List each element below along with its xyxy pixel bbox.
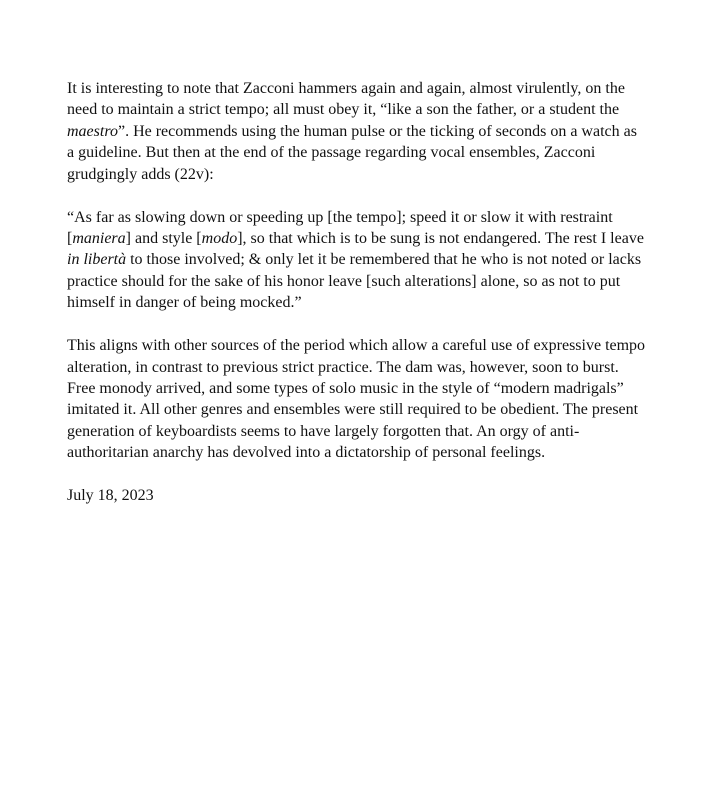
quotation-text: “As far as slowing down or speeding up [the tempo]; speed it or slow it with restraint [: [67, 208, 613, 248]
quotation-text: ] and style [: [125, 230, 202, 248]
paragraph-quotation: [67, 207, 647, 314]
paragraph-text: It is interesting to note that Zacconi hammers again and again, almost virulently, on the need to maintain a strict tempo; all must obey it, “like a son the father, or a student the: [67, 80, 625, 119]
quotation-text: ], so that which is to be sung is not endangered. The rest I leave: [237, 230, 644, 248]
italic-term-modo: modo: [201, 230, 238, 248]
paragraph-text: ”. He recommends using the human pulse or the ticking of seconds on a watch as a guideline. But then at the end of the passage regarding vocal ensembles, Zacconi grudgingly adds (22v):: [67, 122, 637, 183]
document-body: [67, 78, 647, 507]
date-line: July 18, 2023: [67, 487, 154, 505]
quotation-text: to those involved; & only let it be remembered that he who is not noted or lacks practice should for the sake of his honor leave [such alterations] alone, so as not to put himself in danger of being mocked.”: [67, 251, 642, 312]
italic-term-in-liberta: in libertà: [67, 251, 127, 269]
paragraph-conclusion: This aligns with other sources of the period which allow a careful use of expressive tempo alteration, in contrast to previous strict practice. The dam was, however, soon to burst. Free monody arrived, and some types of solo music in the style of “modern madrigals” imitated it. All other genres and ensembles were still required to be obedient. The present generation of keyboardists seems to have largely forgotten that. An orgy of anti-authoritarian anarchy has devolved into a dictatorship of personal feelings.: [67, 337, 646, 462]
italic-term-maniera: maniera: [72, 230, 126, 248]
paragraph-zacconi-tempo: [67, 78, 647, 185]
italic-term-maestro: maestro: [67, 122, 118, 140]
